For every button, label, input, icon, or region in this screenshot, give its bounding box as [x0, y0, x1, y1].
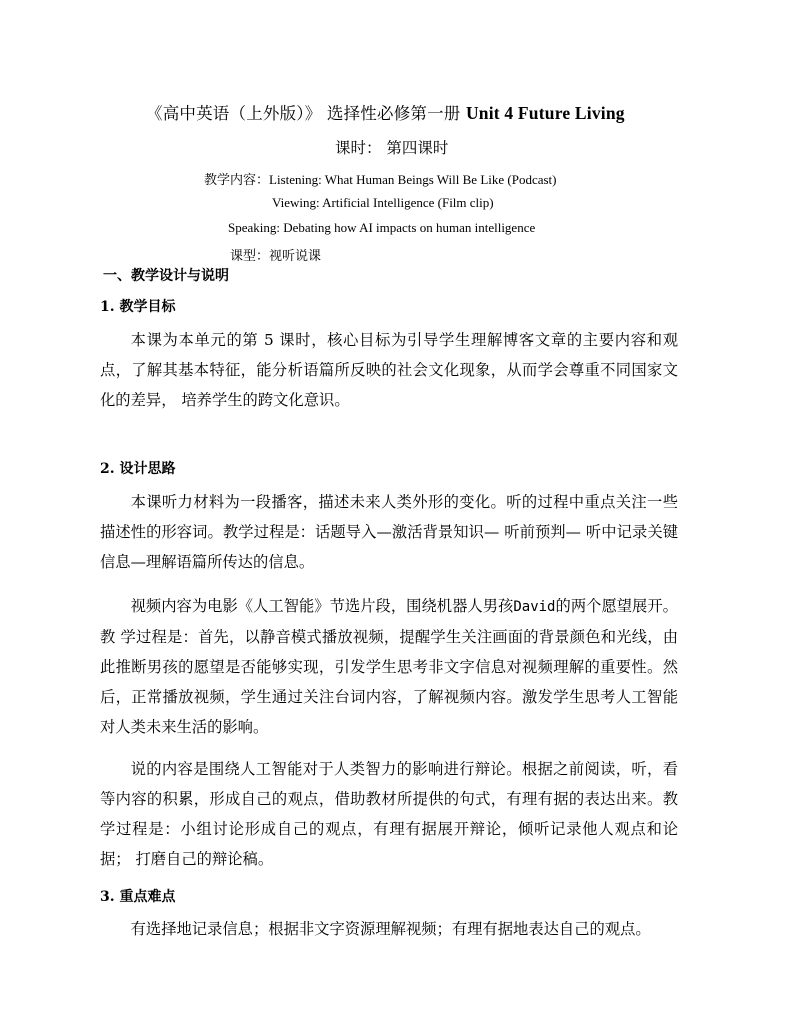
title-english: Unit 4 Future Living — [465, 103, 625, 123]
viewing-text-rest: 的两个愿望展开。教 学过程是：首先，以静音模式播放视频，提醒学生关注画面的背景颜色和光线，由此推断男孩的愿望是否能够实现，引发学生思考非文字信息对视频理解的重要性。然后，正常播放视频，学生通过关注台词内容，了解视频内容。激发学生思考人工智能对人类未来生活的影响。 — [100, 597, 678, 736]
lesson-label: 课时： 第四课时 — [335, 139, 449, 157]
content-item-speaking: Speaking: Debating how AI impacts on human intelligence — [228, 220, 536, 235]
design-heading: 2. 设计思路 — [100, 461, 176, 477]
title-chinese: 《高中英语（上外版）》 选择性必修第一册 — [146, 104, 466, 123]
viewing-text-start: 视频内容为电影《人工智能》节选片段，围绕机器人男孩 — [130, 597, 514, 615]
design-paragraph-viewing — [100, 591, 678, 742]
lesson-type: 课型：视听说课 — [230, 248, 322, 263]
content-item-listening: Listening: What Human Beings Will Be Like (Podcast) — [269, 172, 557, 187]
design-paragraph-speaking: 说的内容是围绕人工智能对于人类智力的影响进行辩论。根据之前阅读，听，看等内容的积累，形成自己的观点，借助教材所提供的句式，有理有据的表达出来。教学过程是：小组讨论形成自己的观点，有理有据展开辩论，倾听记录他人观点和论据； 打磨自己的辩论稿。 — [100, 760, 678, 868]
goals-heading: 1. 教学目标 — [100, 299, 176, 315]
section-heading: 一、教学设计与说明 — [103, 268, 229, 284]
key-points-paragraph: 有选择地记录信息；根据非文字资源理解视频；有理有据地表达自己的观点。 — [130, 920, 651, 938]
page-title — [146, 100, 625, 124]
design-paragraph-listening: 本课听力材料为一段播客，描述未来人类外形的变化。听的过程中重点关注一些描述性的形容词。教学过程是：话题导入—激活背景知识— 听前预判— 听中记录关键信息—理解语篇所传达的信息。 — [100, 493, 678, 571]
key-points-heading: 3. 重点难点 — [100, 889, 176, 905]
goals-paragraph: 本课为本单元的第 5 课时，核心目标为引导学生理解博客文章的主要内容和观点，了解其基本特征，能分析语篇所反映的社会文化现象，从而学会尊重不同国家文化的差异， 培养学生的跨文化意识。 — [100, 331, 678, 409]
content-item-viewing: Viewing: Artificial Intelligence (Film clip) — [272, 195, 494, 210]
content-label: 教学内容： — [204, 172, 270, 187]
content-line-listening — [204, 169, 557, 188]
viewing-character-name: David — [513, 599, 556, 615]
